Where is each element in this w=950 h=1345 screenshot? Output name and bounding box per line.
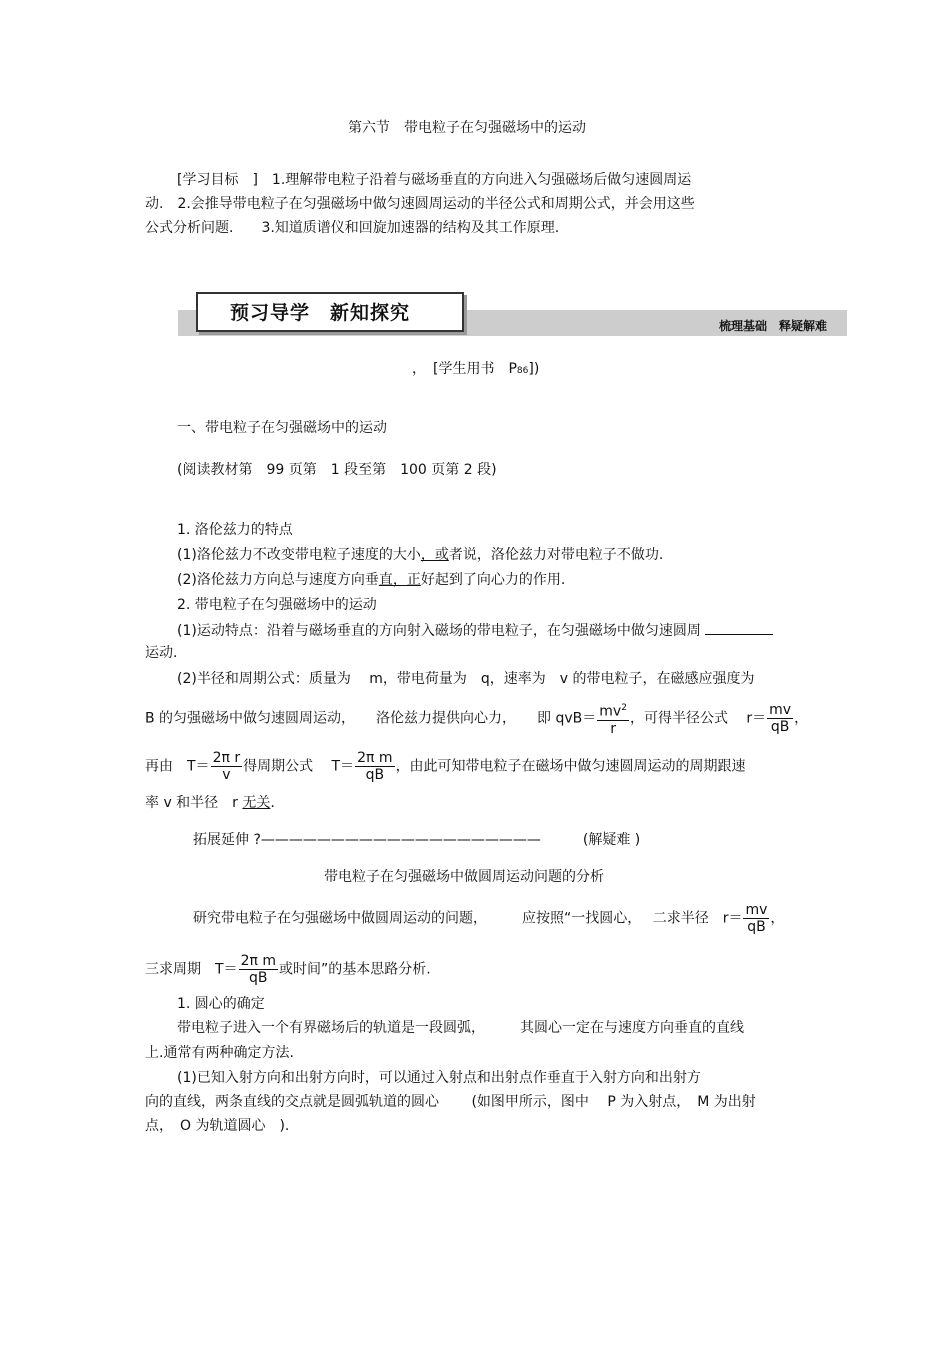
fraction-mv-qB bbox=[767, 702, 793, 735]
text: 再由 T＝ bbox=[145, 758, 210, 775]
denominator: r bbox=[610, 720, 616, 737]
extension-label: 拓展延伸 ?———————————————————— (解疑难 ) bbox=[193, 832, 641, 848]
fraction-2pir-v bbox=[211, 750, 243, 783]
paragraph-method-3: 点， O 为轨道圆心 ). bbox=[145, 1118, 290, 1134]
paragraph-motion-1 bbox=[177, 620, 773, 641]
text: 率 v 和半径 r bbox=[145, 795, 243, 811]
reading-note: (阅读教材第 99 页第 1 段至第 100 页第 2 段) bbox=[177, 462, 497, 478]
ref-prefix: ， [学生用书 P bbox=[412, 361, 517, 377]
fraction-mv2-r bbox=[597, 700, 629, 737]
numerator: 2π m bbox=[240, 953, 276, 969]
numerator: mv bbox=[599, 703, 622, 720]
text: 者说，洛伦兹力对带电粒子不做功. bbox=[448, 547, 664, 563]
extension-paragraph-1: 研究带电粒子在匀强磁场中做圆周运动的问题， 应按照“一找圆心， 二求半径 r＝ $\frac{mv}{qB}$ ， bbox=[193, 902, 785, 935]
denominator: qB bbox=[365, 767, 385, 783]
text: B 的匀强磁场中做匀速圆周运动， 洛伦兹力提供向心力， 即 qvB＝ bbox=[145, 710, 597, 727]
paragraph-motion-2: 运动. bbox=[145, 645, 178, 661]
denominator: qB bbox=[770, 718, 790, 735]
text: 三求周期 T＝ bbox=[145, 961, 238, 978]
underlined-text: 无关 bbox=[242, 795, 271, 811]
subheading-motion: 2. 带电粒子在匀强磁场中的运动 bbox=[177, 597, 377, 613]
denominator: qB bbox=[249, 970, 268, 986]
paragraph-period bbox=[145, 750, 746, 783]
ref-suffix: ]) bbox=[528, 361, 540, 377]
text: 得周期公式 T＝ bbox=[243, 758, 355, 775]
numerator: 2π m bbox=[357, 750, 393, 766]
text: . bbox=[270, 795, 275, 811]
underlined-text: 直，正 bbox=[378, 572, 421, 588]
numerator: 2π r bbox=[212, 750, 241, 766]
objectives-line-3: 公式分析问题. 3.知道质谱仪和回旋加速器的结构及其工作原理. bbox=[145, 220, 560, 236]
objectives-line-1: [学习目标 ] 1.理解带电粒子沿着与磁场垂直的方向进入匀强磁场后做匀速圆周运 bbox=[177, 172, 692, 188]
text: ，由此可知带电粒子在磁场中做匀速圆周运动的周期跟速 bbox=[395, 758, 746, 775]
subheading-lorentz: 1. 洛伦兹力的特点 bbox=[177, 522, 293, 538]
paragraph-method-2: 向的直线，两条直线的交点就是圆弧轨道的圆心 (如图甲所示，图中 P 为入射点， M 为出射 bbox=[145, 1094, 756, 1110]
paragraph-lorentz-1 bbox=[177, 545, 663, 565]
fraction-2pim-qB bbox=[239, 953, 278, 986]
banner-subtitle: 梳理基础 释疑解难 bbox=[718, 319, 827, 333]
text: 好起到了向心力的作用. bbox=[420, 572, 566, 588]
paragraph-center-2: 上.通常有两种确定方法. bbox=[145, 1045, 294, 1061]
text: (1)运动特点：沿着与磁场垂直的方向射入磁场的带电粒子，在匀强磁场中做匀速圆周 bbox=[177, 623, 701, 639]
objectives-line-2: 动. 2.会推导带电粒子在匀强磁场中做匀速圆周运动的半径公式和周期公式，并会用这些 bbox=[145, 196, 695, 212]
extension-title: 带电粒子在匀强磁场中做圆周运动问题的分析 bbox=[324, 869, 604, 885]
denominator: v bbox=[222, 767, 231, 783]
text: ，可得半径公式 r＝ bbox=[629, 710, 767, 727]
text: 研究带电粒子在匀强磁场中做圆周运动的问题， 应按照“一找圆心， 二求半径 r＝ bbox=[193, 910, 743, 927]
section-banner bbox=[178, 292, 847, 336]
text: (2)洛伦兹力方向总与速度方向垂 bbox=[177, 572, 379, 588]
fraction-mv-qB bbox=[743, 902, 769, 935]
fill-blank bbox=[705, 620, 773, 635]
text: 或时间”的基本思路分析. bbox=[279, 961, 431, 978]
paragraph-period-end bbox=[145, 793, 275, 813]
banner-title: 预习导学 新知探究 bbox=[230, 302, 411, 324]
paragraph-method-1: (1)已知入射方向和出射方向时，可以通过入射点和出射点作垂直于入射方向和出射方 bbox=[177, 1070, 701, 1086]
numerator: mv bbox=[769, 701, 792, 718]
paragraph-radius-2: B 的匀强磁场中做匀速圆周运动， 洛伦兹力提供向心力， 即 qvB＝ $\frac{mv^2}{r}$ ，可得半径公式 r＝ $\frac{mv}{qB}$ ， bbox=[145, 701, 809, 737]
underlined-text: ，或 bbox=[420, 547, 449, 563]
paragraph-center-1: 带电粒子进入一个有界磁场后的轨道是一段圆弧， 其圆心一定在与速度方向垂直的直线 bbox=[177, 1020, 744, 1036]
ref-page: 86 bbox=[516, 366, 529, 376]
numerator: mv bbox=[745, 902, 768, 918]
fraction-2pim-qB bbox=[355, 750, 394, 783]
paragraph-lorentz-2 bbox=[177, 570, 565, 590]
paragraph-radius-1: (2)半径和周期公式：质量为 m，带电荷量为 q，速率为 v 的带电粒子，在磁感应强度为 bbox=[177, 671, 755, 687]
book-reference bbox=[412, 359, 539, 381]
extension-paragraph-2 bbox=[145, 953, 431, 986]
subheading-center: 1. 圆心的确定 bbox=[177, 996, 265, 1012]
text: (1)洛伦兹力不改变带电粒子速度的大小 bbox=[177, 547, 421, 563]
denominator: qB bbox=[747, 919, 766, 935]
page-title: 第六节 带电粒子在匀强磁场中的运动 bbox=[348, 120, 586, 136]
exponent: 2 bbox=[621, 703, 627, 713]
section-heading: 一、带电粒子在匀强磁场中的运动 bbox=[177, 420, 387, 436]
